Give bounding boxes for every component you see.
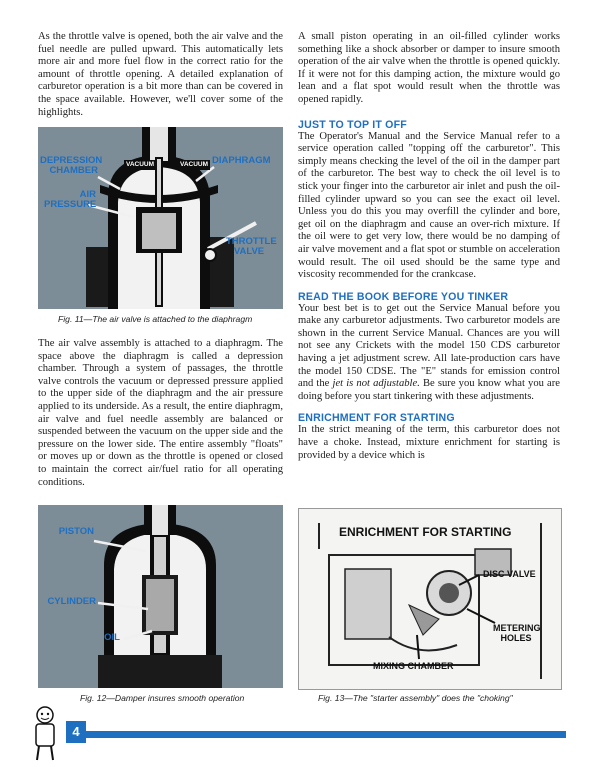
figure-12-caption: Fig. 12—Damper insures smooth operation [80,693,245,703]
label-cylinder: CYLINDER [47,596,96,607]
left-intro [38,31,283,119]
mascot-icon [30,706,60,762]
label-vacuum-left: VACUUM [126,161,155,168]
left-paragraph-2: The air valve assembly is attached to a diaphragm. The space above the diaphragm is called a depression chamber. Through a system of passages, the throttle valve controls the vacuum or depressed pressure applied to the upper side of the diaphragm and the air pressure applied to its underside. As a result, the entire diaphragm, air valve and fuel needle assembly are balanced or suspended between the vacuum on the upper side and the pressure on the lower side. The entire assembly "floats" or moves up or down as the throttle is opened or closed to maintain the correct air/fuel ratio for all operating conditions. [38,338,283,488]
label-vacuum-right: VACUUM [180,161,209,168]
heading-just-to-top-it-off: JUST TO TOP IT OFF [298,118,407,131]
right-paragraph-2: The Operator's Manual and the Service Manual refer to a service operation called "topping off the carburetor". This simply means checking the level of the oil in the damper part of the carburetor. The best way to check the oil level is to stick your finger into the carburetor air inlet and push the oil-filled cylinder upward so you can see the exact oil level. Unless you do this you may overfill the cylinder and bore, get oil on the diaphragm and cause an over-rich mixture. If the oil were to get very low, there would be no damping of air valve movement and a flat spot or stumble on acceleration would result. The oil used should be the same type and viscosity recommended for the crankcase. [298,130,560,281]
right-paragraph-3-emphasis: jet is not adjustable. [332,378,420,390]
label-oil: OIL [104,632,120,643]
figure-13-caption: Fig. 13—The "starter assembly" does the "choking" [318,693,513,703]
right-paragraph-3a: Your best bet is to get out the Service Manual before you make any carburetor adjustments. Two carburetor models are shown in the current Service Manual. Chances are you will not see any Crickets with the model 150 CDS carburetor having a jet adjustment screw. All late-production cars have the model 150 CDSE. The "E" stands for emission control and the [298,302,560,390]
figure-13 [298,508,562,690]
label-piston: PISTON [58,526,94,537]
heading-enrichment: ENRICHMENT FOR STARTING [298,412,455,425]
figure-11-caption: Fig. 11—The air valve is attached to the diaphragm [58,314,253,324]
footer-rule [86,731,566,738]
left-body [38,338,283,489]
label-diaphragm: DIAPHRAGM [212,155,271,166]
right-column [298,31,560,462]
right-paragraph-4: In the strict meaning of the term, this carburetor does not have a choke. Instead, mixture enrichment for starting is provided by a device which is [298,424,560,461]
label-metering-holes: METERING HOLES [493,623,541,643]
label-air-pressure: AIR PRESSURE [44,189,97,210]
label-depression-chamber: DEPRESSION CHAMBER [40,155,103,176]
figure-11 [38,127,283,309]
right-paragraph-1: A small piston operating in an oil-filled cylinder works something like a shock absorber or damper to insure smooth operation of the air valve when the throttle is opened quickly. If it were not for this damping action, the mixture would go lean and a flat spot would result when the throttle was opened rapidly. [298,31,560,105]
label-enrichment-title: ENRICHMENT FOR STARTING [339,525,512,539]
heading-read-the-book: READ THE BOOK BEFORE YOU TINKER [298,290,509,303]
label-mixing-chamber: MIXING CHAMBER [373,661,454,671]
label-disc-valve: DISC VALVE [483,569,536,579]
right-paragraph-3 [298,303,560,404]
right-paragraph-3b: Be sure you know what you are doing before you start tinkering with these adjustments. [298,378,560,402]
figure-12 [38,505,283,688]
left-paragraph-1: As the throttle valve is opened, both the air valve and the fuel needle are pulled upward. This automatically lets more air and more fuel flow in the correct ratio for the amount of throttle opening. A detailed explanation of carburetor operation is a bit more than can be covered in the space available. However, we'll cover some of the highlights. [38,31,283,118]
page-number: 4 [66,721,86,743]
label-throttle-valve: THROTTLE VALVE [226,236,277,257]
